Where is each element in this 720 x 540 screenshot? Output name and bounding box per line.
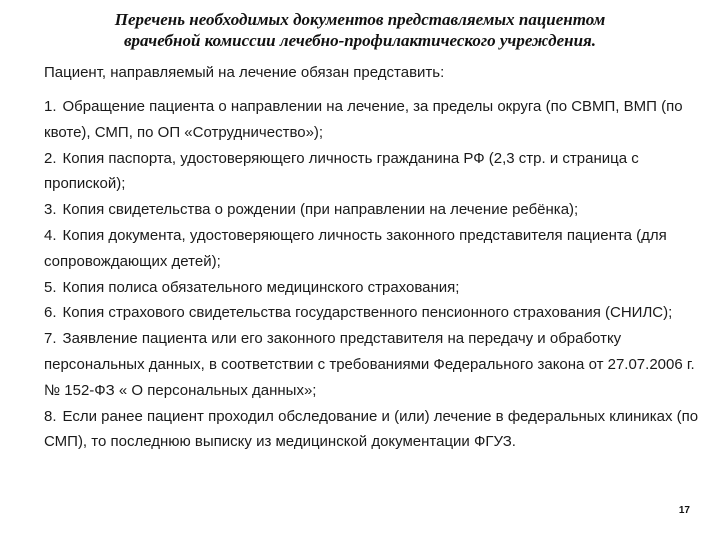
list-item-text: Обращение пациента о направлении на лечение, за пределы округа (по СВМП, ВМП (по квоте), СМП, по ОП «Сотрудничество»);: [44, 98, 683, 141]
list-item-number: 7.: [44, 330, 57, 348]
list-item: [44, 197, 704, 223]
title-line-1: Перечень необходимых документов представляемых пациентом: [114, 10, 606, 29]
list-item-text: Копия паспорта, удостоверяющего личность гражданина РФ (2,3 стр. и страница с пропиской);: [44, 149, 639, 193]
list-item-number: 1.: [44, 98, 57, 115]
title-line-2: врачебной комиссии лечебно-профилактического учреждения.: [123, 31, 597, 50]
list-item: [44, 146, 704, 198]
list-item-number: 4.: [44, 226, 57, 244]
list-item-text: Копия полиса обязательного медицинского страхования;: [62, 278, 460, 296]
list-item-text: Заявление пациента или его законного представителя на передачу и обработку персональных данных, в соответствии с требованиями Федерального закона от 27.07.2006 г. № 152-ФЗ « О персональных данных»;: [44, 330, 695, 399]
list-item: [44, 223, 704, 275]
page-number: 17: [678, 505, 690, 516]
list-item-number: 2.: [44, 149, 57, 167]
list-item-number: 3.: [44, 201, 57, 219]
list-item-text: Копия документа, удостоверяющего личность законного представителя пациента (для сопровождающих детей);: [44, 226, 667, 270]
list-item-number: 6.: [44, 304, 57, 322]
list-item-text: Копия страхового свидетельства государственного пенсионного страхования (СНИЛС);: [62, 304, 673, 322]
list-item: [44, 326, 704, 403]
page-title: [30, 9, 690, 51]
list-item: [44, 94, 704, 146]
list-item: [44, 275, 704, 301]
list-item-number: 5.: [44, 278, 57, 296]
list-item: [44, 404, 704, 456]
list-item-text: Если ранее пациент проходил обследование и (или) лечение в федеральных клиниках (по СМП), то последнюю выписку из медицинской документации ФГУЗ.: [44, 407, 699, 451]
document-list: [44, 94, 704, 455]
intro-text: Пациент, направляемый на лечение обязан представить:: [44, 64, 445, 81]
list-item: [44, 300, 704, 326]
list-item-number: 8.: [44, 407, 57, 425]
list-item-text: Копия свидетельства о рождении (при направлении на лечение ребёнка);: [62, 201, 579, 219]
